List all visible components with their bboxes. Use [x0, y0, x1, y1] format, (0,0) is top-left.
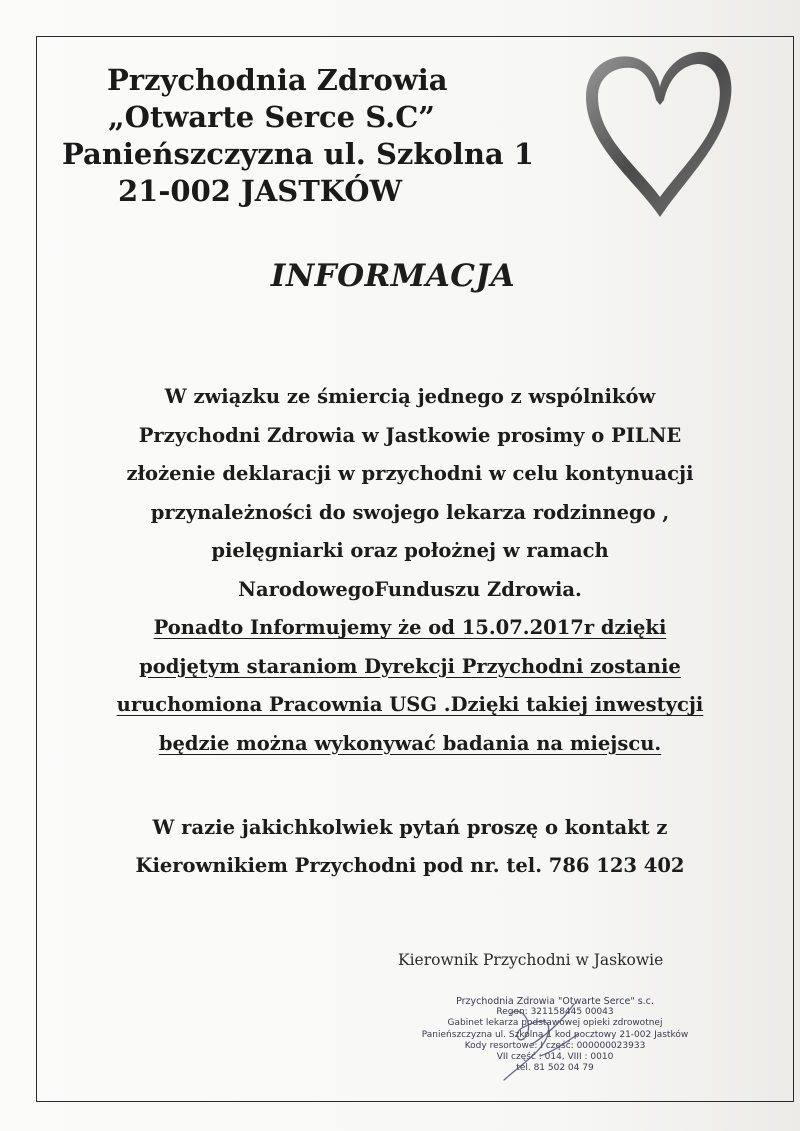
usg-announcement-line: uruchomiona Pracownia USG .Dzięki takiej inwestycji: [116, 693, 704, 716]
contact-line: W razie jakichkolwiek pytań proszę o kontakt z: [152, 816, 668, 839]
heart-logo-icon: [580, 45, 740, 225]
information-body: [60, 378, 760, 763]
signature-caption: Kierownik Przychodni w Jaskowie: [398, 951, 664, 969]
clinic-name: Przychodnia Zdrowia: [107, 63, 448, 97]
stamp-line: Kody resortowe: I część: 000000023933: [464, 1040, 646, 1051]
usg-announcement-line: będzie można wykonywać badania na miejscu.: [158, 731, 662, 755]
document-title: INFORMACJA: [270, 258, 516, 294]
stamp-line: Panieńszczyzna ul. Szkolna 1 kod pocztowy 21-002 Jastków: [421, 1029, 689, 1040]
stamp-line: Gabinet lekarza podstawowej opieki zdrowotnej: [447, 1018, 663, 1029]
clinic-header: [50, 62, 534, 210]
contact-info: [60, 809, 760, 885]
body-line: W związku ze śmiercią jednego z wspólników: [164, 385, 656, 408]
stamp-line: Regon: 321158445 00043: [496, 1007, 614, 1018]
stamp-line: tel. 81 502 04 79: [516, 1063, 594, 1074]
stamp-line: Przychodnia Zdrowia "Otwarte Serce" s.c.: [456, 996, 654, 1007]
clinic-subtitle: „Otwarte Serce S.C”: [108, 100, 435, 134]
clinic-postal-city: 21-002 JASTKÓW: [118, 174, 403, 208]
contact-phone-line: Kierownikiem Przychodni pod nr. tel. 786 123 402: [135, 854, 685, 877]
body-line: przynależności do swojego lekarza rodzinnego ,: [150, 500, 670, 524]
body-line: NarodowegoFunduszu Zdrowia.: [238, 577, 582, 601]
usg-announcement-line: podjętym staraniom Dyrekcji Przychodni zostanie: [139, 654, 681, 678]
body-line: pielęgniarki oraz położnej w ramach: [211, 539, 609, 562]
stamp-line: VII część : 014, VIII : 0010: [496, 1052, 614, 1063]
body-line: złożenie deklaracji w przychodni w celu kontynuacji: [126, 462, 694, 485]
handwritten-signature-icon: [482, 994, 592, 1084]
usg-announcement-line: Ponadto Informujemy że od 15.07.2017r dzięki: [153, 616, 667, 639]
clinic-street: Panieńszczyzna ul. Szkolna 1: [62, 137, 534, 171]
body-line: Przychodni Zdrowia w Jastkowie prosimy o PILNE: [138, 423, 682, 447]
